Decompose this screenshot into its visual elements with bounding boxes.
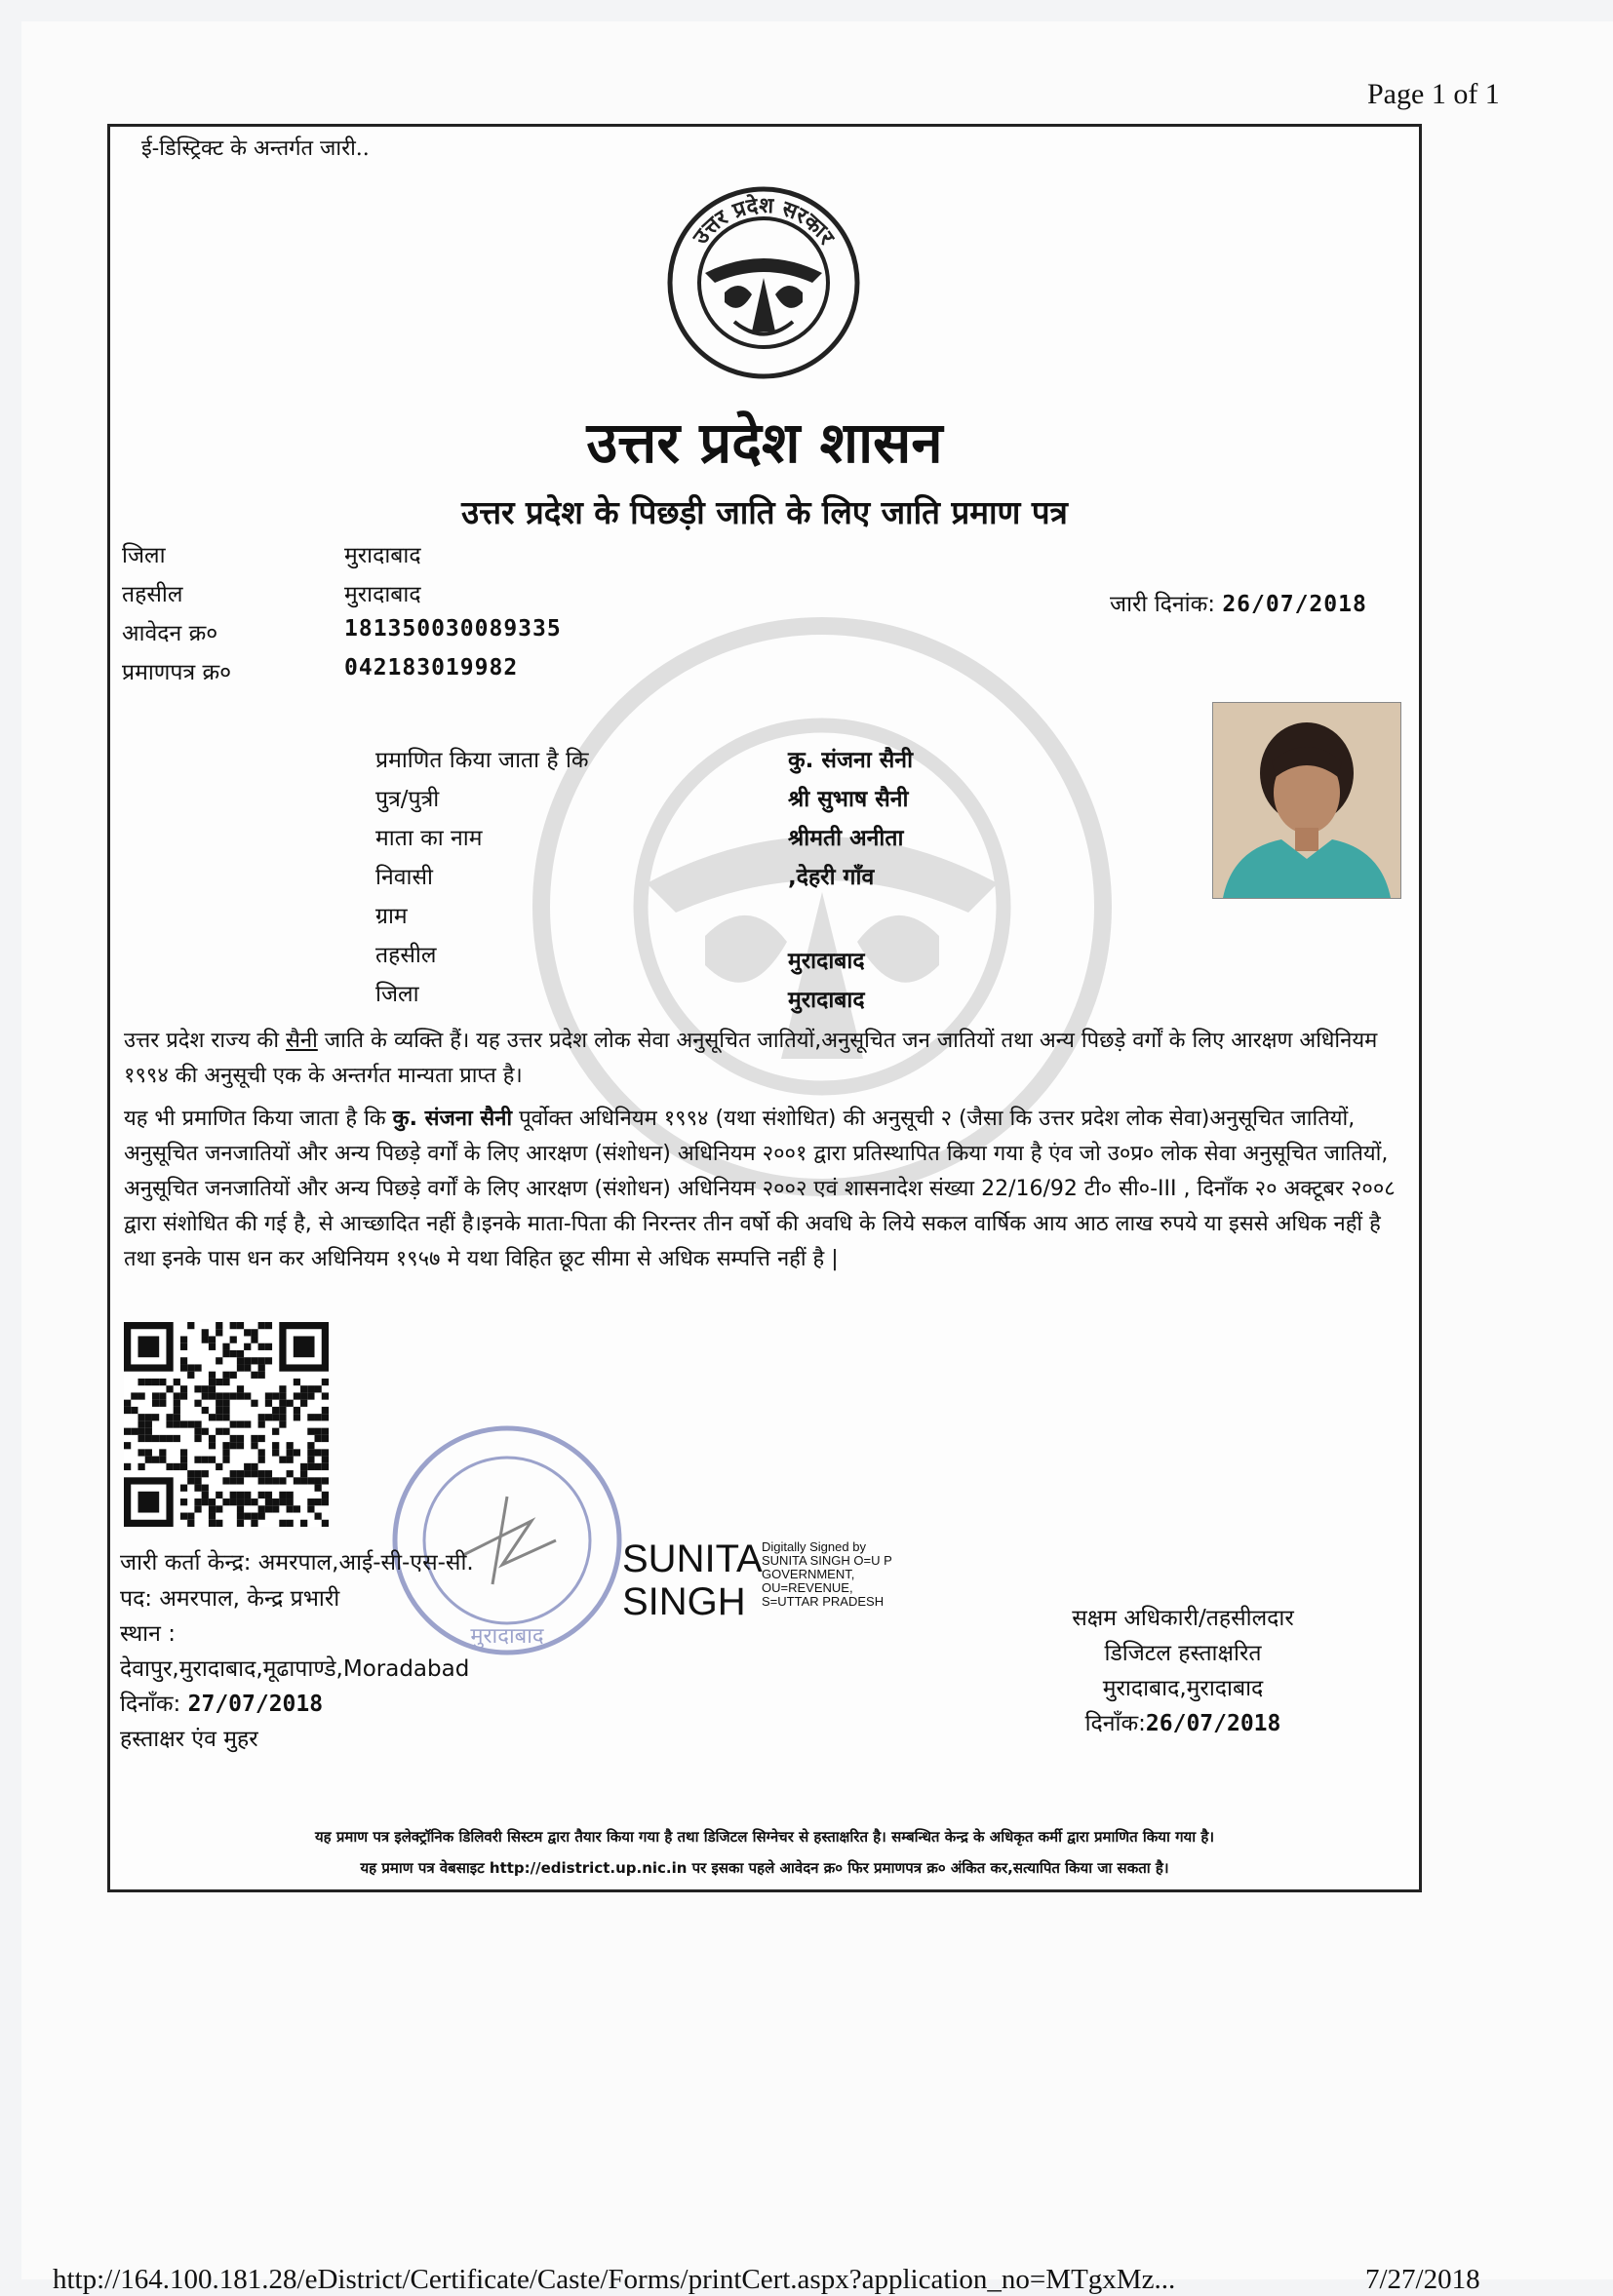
mother-name-label: माता का नाम (375, 826, 483, 851)
certification-paragraph-prefix: यह भी प्रमाणित किया जाता है कि (124, 1107, 393, 1131)
print-date: 7/27/2018 (1365, 2264, 1480, 2295)
mother-name: श्रीमती अनीता (788, 826, 904, 851)
emblem-text: उत्तर प्रदेश सरकार (688, 193, 839, 250)
issuing-centre: जारी कर्ता केन्द्र: अमरपाल,आई-सी-एस-सी. (120, 1550, 474, 1576)
person-photo-icon (1213, 703, 1400, 898)
signature-seal-label: हस्ताक्षर एंव मुहर (120, 1727, 258, 1752)
place-value: देवापुर,मुरादाबाद,मूढापाण्डे,Moradabad (120, 1656, 470, 1682)
qr-code-icon (124, 1322, 329, 1527)
tehsil-value: मुरादाबाद (344, 582, 421, 607)
authority-date-value: 26/07/2018 (1145, 1711, 1281, 1736)
caste-paragraph-rest: जाति के व्यक्ति हैं। यह उत्तर प्रदेश लोक सेवा अनुसूचित जातियों,अनुसूचित जन जातियों तथा अन्य पिछड़े वर्गों के लिए आरक्षण अधिनियम १९९४ की अनुसूची एक के अन्तर्गत मान्यता प्राप्त है। (124, 1029, 1378, 1088)
person-district-value: मुरादाबाद (788, 988, 865, 1013)
certificate-number-value: 042183019982 (344, 655, 519, 681)
resident-label: निवासी (375, 865, 433, 890)
issue-date (1110, 587, 1367, 618)
person-district-label: जिला (375, 982, 419, 1007)
issue-date-label: जारी दिनांक: (1110, 592, 1216, 617)
footer-line2: यह प्रमाण पत्र वेबसाइट http://edistrict.up.nic.in पर इसका पहले आवेदन क्र० फिर प्रमाणपत्र क्र० अंकित कर,सत्यापित किया जा सकता है। (360, 1859, 1169, 1877)
certificate-title: उत्तर प्रदेश शासन (586, 409, 943, 476)
certificate-number-label: प्रमाणपत्र क्र० (122, 660, 232, 685)
digital-signature-name (622, 1537, 763, 1623)
issuer-date (120, 1687, 323, 1718)
certification-paragraph (124, 1102, 1401, 1277)
digital-signature-details (762, 1540, 892, 1609)
authority-title: सक्षम अधिकारी/तहसीलदार (1072, 1606, 1294, 1631)
footer-line1: यह प्रमाण पत्र इलेक्ट्रॉनिक डिलिवरी सिस्टम द्वारा तैयार किया गया है तथा डिजिटल सिग्नेचर से हस्ताक्षरित है। सम्बन्धित केन्द्र के अधिकृत कर्मी द्वारा प्रमाणित किया गया है। (314, 1828, 1215, 1846)
district-value: मुरादाबाद (344, 543, 421, 568)
print-url: http://164.100.181.28/eDistrict/Certificate/Caste/Forms/printCert.aspx?application_no=MTgxMz... (53, 2264, 1176, 2295)
signature-meta1: Digitally Signed by (762, 1539, 866, 1554)
caste-paragraph-prefix: उत्तर प्रदेश राज्य की (124, 1029, 287, 1053)
signature-meta5: S=UTTAR PRADESH (762, 1594, 885, 1609)
certificate-frame (107, 124, 1422, 1892)
caste-name: सैनी (286, 1029, 318, 1053)
tehsil-label: तहसील (122, 582, 183, 607)
signature-meta3: GOVERNMENT, (762, 1567, 855, 1581)
signature-meta4: OU=REVENUE, (762, 1580, 853, 1595)
certification-person-name: कु. संजना सैनी (392, 1107, 513, 1131)
certified-label: प्रमाणित किया जाता है कि (375, 748, 589, 773)
place-label: स्थान : (120, 1621, 176, 1647)
person-tehsil-value: मुरादाबाद (788, 949, 865, 974)
document-sheet (21, 21, 1613, 2295)
signature-name-line2: SINGH (622, 1580, 746, 1623)
seal-text: मुरादाबाद (470, 1624, 544, 1649)
person-tehsil-label: तहसील (375, 943, 437, 968)
issued-under-text: ई-डिस्ट्रिक्ट के अन्तर्गत जारी.. (141, 136, 370, 161)
office-seal-icon (385, 1419, 629, 1662)
authority-signed: डिजिटल हस्ताक्षरित (1104, 1641, 1262, 1666)
resident-value: ,देहरी गाँव (788, 865, 875, 890)
certified-name: कु. संजना सैनी (788, 748, 914, 773)
certification-paragraph-rest: पूर्वोक्त अधिनियम १९९४ (यथा संशोधित) की अनुसूची २ (जैसा कि उत्तर प्रदेश लोक सेवा)अनुसूचित जातियों, अनुसूचित जनजातियों और अन्य पिछड़े वर्गों के लिए आरक्षण (संशोधन) अधिनियम २००१ द्वारा प्रतिस्थापित किया गया है एंव जो उ०प्र० लोक सेवा अनुसूचित जातियों, अनुसूचित जनजातियों और अन्य पिछड़े वर्गों के लिए आरक्षण (संशोधन) अधिनियम २००२ एवं शासनादेश संख्या 22/16/92 टी० सी०-III , दिनाँक २० अक्टूबर २००८ द्वारा संशोधित की गई है, से आच्छादित नहीं है।इनके माता-पिता की निरन्तर तीन वर्षो की अवधि के लिये सकल वार्षिक आय आठ लाख रुपये या इससे अधिक नहीं है तथा इनके पास धन कर अधिनियम १९५७ मे यथा विहित छूट सीमा से अधिक सम्पत्ति नहीं है | (124, 1107, 1396, 1271)
child-of-label: पुत्र/पुत्री (375, 787, 440, 812)
authority-date-label: दिनाँक: (1084, 1711, 1146, 1736)
up-government-emblem-icon (666, 185, 861, 380)
issuer-post: पद: अमरपाल, केन्द्र प्रभारी (120, 1586, 340, 1612)
applicant-photo (1212, 702, 1401, 899)
authority-location: मुरादाबाद,मुरादाबाद (1102, 1676, 1264, 1701)
district-label: जिला (122, 543, 166, 568)
authority-date (968, 1706, 1397, 1737)
issuer-date-value: 27/07/2018 (187, 1692, 324, 1717)
svg-text:उत्तर प्रदेश सरकार (688, 192, 840, 250)
certificate-subtitle: उत्तर प्रदेश के पिछड़ी जाति के लिए जाति प्रमाण पत्र (461, 493, 1068, 531)
page-number: Page 1 of 1 (1367, 78, 1500, 110)
caste-paragraph (124, 1024, 1401, 1094)
village-label: ग्राम (375, 904, 408, 929)
application-number-value: 181350030089335 (344, 616, 562, 642)
application-number-label: आवेदन क्र० (122, 621, 218, 646)
signature-name-line1: SUNITA (622, 1537, 763, 1580)
signature-meta2: SUNITA SINGH O=U P (762, 1553, 892, 1568)
father-name: श्री सुभाष सैनी (788, 787, 909, 812)
issuer-date-label: दिनाँक: (120, 1692, 181, 1717)
issue-date-value: 26/07/2018 (1222, 592, 1367, 617)
